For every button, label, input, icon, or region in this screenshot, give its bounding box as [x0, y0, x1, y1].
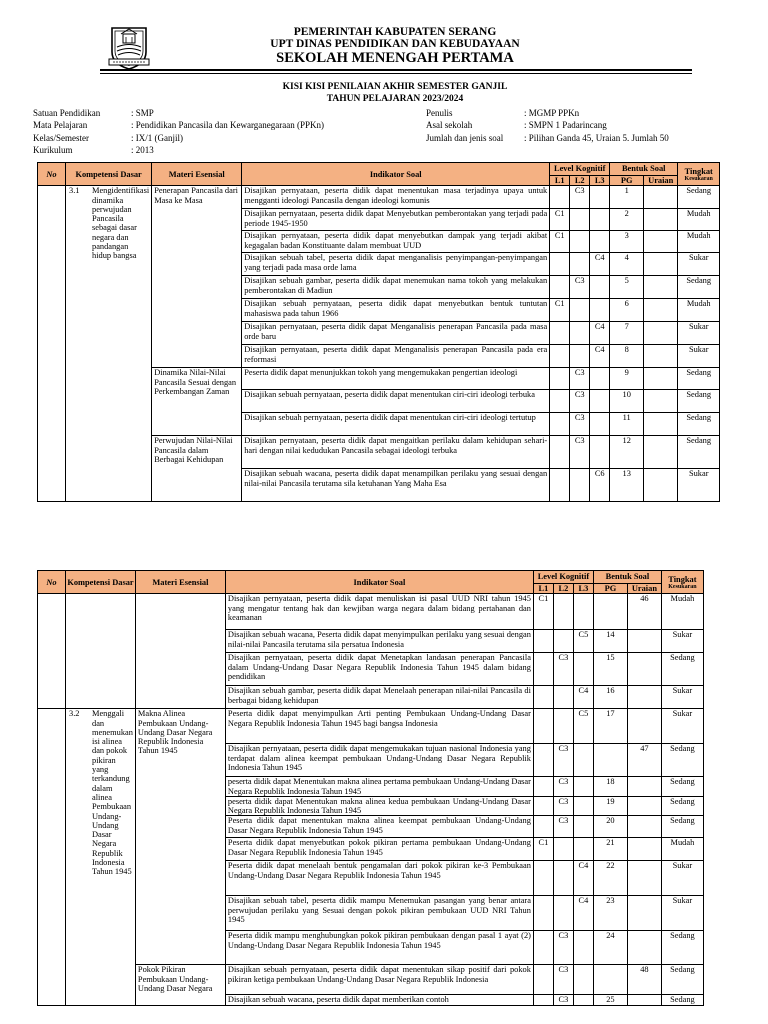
- tingkat-cell: Sedang: [661, 816, 703, 838]
- col-pg: PG: [593, 584, 627, 594]
- header-row: [38, 571, 704, 584]
- level-l3-cell: C4: [590, 322, 610, 345]
- level-l3-cell: C5: [573, 709, 593, 744]
- level-l3-cell: [573, 653, 593, 686]
- level-l3-cell: [573, 965, 593, 995]
- uraian-number-cell: [627, 896, 661, 931]
- meta-value: : Pilihan Ganda 45, Uraian 5. Jumlah 50: [524, 133, 669, 143]
- level-l1-cell: C1: [550, 209, 570, 231]
- level-l2-cell: C3: [570, 368, 590, 390]
- materi-cell: [135, 594, 225, 709]
- level-l1-cell: [533, 931, 553, 965]
- level-l1-cell: [550, 322, 570, 345]
- col-tingkat: [661, 571, 703, 594]
- table-row: [38, 965, 704, 995]
- level-l1-cell: [550, 413, 570, 436]
- col-l3: L3: [573, 584, 593, 594]
- level-l2-cell: C3: [570, 390, 590, 413]
- level-l1-cell: C1: [533, 594, 553, 630]
- uraian-number-cell: [644, 186, 678, 209]
- level-l1-cell: C1: [533, 838, 553, 861]
- level-l3-cell: [573, 816, 593, 838]
- level-l2-cell: [570, 209, 590, 231]
- indikator-cell: Peserta didik dapat menentukan makna alinea keempat pembukaan Undang-Undang Dasar Negara Republik Indonesia Tahun 1945: [225, 816, 533, 838]
- meta-left: [33, 108, 393, 160]
- indikator-cell: Disajikan sebuah wacana, Peserta didik dapat menyimpulkan perilaku yang sesuai dengan nilai-nilai Pancasila terutama sila persatua Indonesia: [225, 630, 533, 653]
- level-l2-cell: C3: [570, 413, 590, 436]
- level-l3-cell: C4: [573, 686, 593, 709]
- indikator-cell: peserta didik dapat Menentukan makna alinea kedua pembukaan Undang-Undang Dasar Negara Republik Indonesia Tahun 1945: [225, 796, 533, 816]
- kd-number: 3.1: [69, 186, 80, 196]
- tingkat-cell: Mudah: [678, 299, 720, 322]
- level-l3-cell: C4: [590, 345, 610, 368]
- meta-value: : Pendidikan Pancasila dan Kewarganegaraan (PPKn): [131, 120, 325, 130]
- pg-number-cell: 20: [593, 816, 627, 838]
- pg-number-cell: 24: [593, 931, 627, 965]
- pg-number-cell: [593, 744, 627, 777]
- tingkat-cell: Sedang: [661, 965, 703, 995]
- pg-number-cell: 8: [610, 345, 644, 368]
- pg-number-cell: 3: [610, 231, 644, 253]
- col-bentuk-soal: Bentuk Soal: [593, 571, 661, 584]
- col-tingkat-label: Tingkat: [668, 574, 697, 584]
- col-kd: Kompetensi Dasar: [66, 163, 152, 186]
- level-l2-cell: C3: [553, 965, 573, 995]
- col-tingkat: [678, 163, 720, 186]
- pg-number-cell: 4: [610, 253, 644, 276]
- indikator-cell: Peserta didik mampu menghubungkan pokok pikiran pembukaan dengan pasal 1 ayat (2) Undang-Undang Dasar Negara Republik Indonesia Tahun 1945: [225, 931, 533, 965]
- level-l2-cell: [553, 709, 573, 744]
- pg-number-cell: 14: [593, 630, 627, 653]
- pg-number-cell: 19: [593, 796, 627, 816]
- table-row: [38, 594, 704, 630]
- indikator-cell: peserta didik dapat Menentukan makna alinea pertama pembukaan Undang-Undang Dasar Negara Republik Indonesia Tahun 1945: [225, 777, 533, 797]
- tingkat-cell: Sedang: [661, 995, 703, 1005]
- level-l1-cell: [533, 965, 553, 995]
- indikator-cell: Disajikan sebuah pernyataan, peserta didik dapat menentukan sikap positif dari pokok pikiran ketiga pembukaan Undang-Undang Dasar Negara Republik Indonesia: [225, 965, 533, 995]
- level-l3-cell: [590, 231, 610, 253]
- pg-number-cell: 9: [610, 368, 644, 390]
- level-l2-cell: C3: [553, 816, 573, 838]
- tingkat-cell: Sedang: [661, 777, 703, 797]
- level-l3-cell: [573, 931, 593, 965]
- meta-label: Penulis: [426, 108, 453, 118]
- meta-label: Satuan Pendidikan: [33, 108, 101, 118]
- indikator-cell: Disajikan sebuah pernyataan, peserta didik dapat menyebutkan bentuk tuntutan mahasiswa pada tahun 1966: [242, 299, 550, 322]
- indikator-cell: Peserta didik dapat menyebutkan pokok pikiran pertama pembukaan Undang-Undang Dasar Negara Republik Indonesia Tahun 1945: [225, 838, 533, 861]
- level-l1-cell: [550, 276, 570, 299]
- level-l3-cell: [573, 594, 593, 630]
- pg-number-cell: 15: [593, 653, 627, 686]
- col-indikator: Indikator Soal: [242, 163, 550, 186]
- table-row: [38, 186, 720, 209]
- indikator-cell: Disajikan sebuah wacana, peserta didik dapat menampilkan perilaku yang sesuai dengan nilai-nilai Pancasila terutama sila ketuhanan Yang Maha Esa: [242, 469, 550, 502]
- materi-cell: Penerapan Pancasila dari Masa ke Masa: [152, 186, 242, 368]
- meta-label: Kurikulum: [33, 145, 73, 155]
- tingkat-cell: Sukar: [661, 896, 703, 931]
- indikator-cell: Peserta didik dapat menelaah bentuk pengamalan dari pokok pikiran ke-3 Pembukaan Undang-Undang Dasar Negara Republik Indonesia Tahun 1945: [225, 861, 533, 896]
- level-l1-cell: [533, 995, 553, 1005]
- pg-number-cell: 22: [593, 861, 627, 896]
- level-l3-cell: C4: [573, 896, 593, 931]
- pg-number-cell: [593, 594, 627, 630]
- level-l3-cell: C5: [573, 630, 593, 653]
- indikator-cell: Disajikan pernyataan, peserta didik dapat mengaitkan perilaku dalam kehidupan sehari-hari dengan nilai kedudukan Pancasila sebagai ideologi terbuka: [242, 436, 550, 469]
- tingkat-cell: Sedang: [661, 744, 703, 777]
- col-pg: PG: [610, 176, 644, 186]
- kisi-table-1: [37, 162, 720, 502]
- header-rule-thin: [100, 73, 692, 74]
- level-l3-cell: [573, 995, 593, 1005]
- level-l2-cell: C3: [553, 931, 573, 965]
- uraian-number-cell: [644, 299, 678, 322]
- level-l2-cell: [570, 253, 590, 276]
- uraian-number-cell: 46: [627, 594, 661, 630]
- level-l2-cell: [553, 686, 573, 709]
- col-kesukaran-label: Kesukaran: [668, 583, 697, 590]
- col-materi: Materi Esensial: [135, 571, 225, 594]
- col-tingkat-label: Tingkat: [684, 166, 713, 176]
- tingkat-cell: Sedang: [678, 186, 720, 209]
- uraian-number-cell: [644, 469, 678, 502]
- indikator-cell: Disajikan sebuah pernyataan, peserta didik dapat menentukan ciri-ciri ideologi terbuka: [242, 390, 550, 413]
- uraian-number-cell: [644, 390, 678, 413]
- level-l2-cell: C3: [553, 796, 573, 816]
- uraian-number-cell: [627, 816, 661, 838]
- pg-number-cell: 1: [610, 186, 644, 209]
- indikator-cell: Disajikan sebuah tabel, peserta didik dapat menganalisis penyimpangan-penyimpangan yang terjadi pada masa orde lama: [242, 253, 550, 276]
- tingkat-cell: Sedang: [678, 276, 720, 299]
- level-l1-cell: C1: [550, 231, 570, 253]
- tingkat-cell: Mudah: [678, 231, 720, 253]
- level-l1-cell: [550, 390, 570, 413]
- level-l1-cell: C1: [550, 299, 570, 322]
- level-l3-cell: C4: [573, 861, 593, 896]
- materi-cell: Makna Alinea Pembukaan Undang-Undang Dasar Negara Republik Indonesia Tahun 1945: [135, 709, 225, 965]
- level-l2-cell: [570, 345, 590, 368]
- agency-name: UPT DINAS PENDIDIKAN DAN KEBUDAYAAN: [270, 38, 520, 50]
- level-l1-cell: [533, 744, 553, 777]
- level-l3-cell: C6: [590, 469, 610, 502]
- level-l2-cell: C3: [553, 653, 573, 686]
- level-l2-cell: [570, 231, 590, 253]
- kd-number: 3.2: [69, 709, 80, 719]
- level-l2-cell: C3: [570, 186, 590, 209]
- col-bentuk-soal: Bentuk Soal: [610, 163, 678, 176]
- col-uraian: Uraian: [627, 584, 661, 594]
- indikator-cell: Disajikan sebuah tabel, peserta didik mampu Menemukan pasangan yang benar antara perwujudan perilaku yang Sesuai dengan pokok pikiran pembukaan UUD NRI Tahun 1945: [225, 896, 533, 931]
- col-level-kognitif: Level Kognitif: [550, 163, 610, 176]
- pg-number-cell: 23: [593, 896, 627, 931]
- level-l1-cell: [533, 861, 553, 896]
- level-l1-cell: [533, 796, 553, 816]
- materi-cell: Dinamika Nilai-Nilai Pancasila Sesuai dengan Perkembangan Zaman: [152, 368, 242, 436]
- level-l2-cell: C3: [570, 436, 590, 469]
- col-kd: Kompetensi Dasar: [66, 571, 136, 594]
- tingkat-cell: Mudah: [661, 838, 703, 861]
- level-l2-cell: [553, 594, 573, 630]
- uraian-number-cell: [627, 861, 661, 896]
- meta-value: : SMPN 1 Padarincang: [524, 120, 607, 130]
- level-l2-cell: [570, 299, 590, 322]
- level-l2-cell: [570, 322, 590, 345]
- indikator-cell: Disajikan pernyataan, peserta didik dapat Menganalisis penerapan Pancasila pada masa orde baru: [242, 322, 550, 345]
- level-l3-cell: [590, 436, 610, 469]
- level-l1-cell: [533, 709, 553, 744]
- kisi-table-2: [37, 570, 704, 1006]
- tingkat-cell: Sedang: [661, 931, 703, 965]
- level-l2-cell: [553, 896, 573, 931]
- kompetensi-dasar-cell: [66, 594, 136, 709]
- tingkat-cell: Sedang: [678, 368, 720, 390]
- uraian-number-cell: [644, 413, 678, 436]
- uraian-number-cell: [644, 231, 678, 253]
- no-cell: [38, 186, 66, 502]
- document-title: KISI KISI PENILAIAN AKHIR SEMESTER GANJIL: [282, 82, 508, 92]
- level-l1-cell: [533, 816, 553, 838]
- col-uraian: Uraian: [644, 176, 678, 186]
- uraian-number-cell: [627, 630, 661, 653]
- tingkat-cell: Sedang: [661, 796, 703, 816]
- col-kesukaran-label: Kesukaran: [684, 175, 713, 182]
- pg-number-cell: 16: [593, 686, 627, 709]
- uraian-number-cell: [627, 796, 661, 816]
- level-l1-cell: [533, 896, 553, 931]
- uraian-number-cell: [644, 209, 678, 231]
- level-l3-cell: [573, 838, 593, 861]
- level-l3-cell: C4: [590, 253, 610, 276]
- indikator-cell: Disajikan sebuah gambar, peserta didik dapat Menelaah penerapan nilai-nilai Pancasila di berbagai bidang kehidupan: [225, 686, 533, 709]
- meta-value: : 2013: [131, 145, 154, 155]
- col-materi: Materi Esensial: [152, 163, 242, 186]
- col-indikator: Indikator Soal: [225, 571, 533, 594]
- meta-value: : SMP: [131, 108, 154, 118]
- meta-value: : IX/1 (Ganjil): [131, 133, 183, 143]
- col-l2: L2: [570, 176, 590, 186]
- col-level-kognitif: Level Kognitif: [533, 571, 593, 584]
- level-l1-cell: [550, 469, 570, 502]
- indikator-cell: Disajikan pernyataan, peserta didik dapat Menetapkan landasan penerapan Pancasila dalam Undang-Undang Dasar Negara Republik Indonesia Tahun 1945 dalam bidang pendidikan: [225, 653, 533, 686]
- level-l1-cell: [533, 777, 553, 797]
- indikator-cell: Disajikan sebuah wacana, peserta didik dapat memberikan contoh: [225, 995, 533, 1005]
- tingkat-cell: Mudah: [678, 209, 720, 231]
- uraian-number-cell: [644, 345, 678, 368]
- level-l3-cell: [573, 796, 593, 816]
- indikator-cell: Disajikan pernyataan, peserta didik dapat menentukan masa terjadinya upaya untuk mengganti ideologi Pancasila dengan ideologi komunis: [242, 186, 550, 209]
- level-l1-cell: [550, 253, 570, 276]
- uraian-number-cell: [644, 368, 678, 390]
- header-rule-thick: [100, 69, 692, 71]
- pg-number-cell: 13: [610, 469, 644, 502]
- col-l2: L2: [553, 584, 573, 594]
- indikator-cell: Disajikan sebuah pernyataan, peserta didik dapat menentukan ciri-ciri ideologi tertutup: [242, 413, 550, 436]
- document-header: [0, 0, 768, 80]
- indikator-cell: Peserta didik dapat menyimpulkan Arti penting Pembukaan Undang-Undang Dasar Negara Republik Indonesia Tahun 1945 bagi bangsa Indonesia: [225, 709, 533, 744]
- level-l2-cell: C3: [570, 276, 590, 299]
- materi-cell: Perwujudan Nilai-Nilai Pancasila dalam Berbagai Kehidupan: [152, 436, 242, 502]
- meta-label: Kelas/Semester: [33, 133, 89, 143]
- indikator-cell: Disajikan pernyataan, peserta didik dapat mengemukakan tujuan nasional Indonesia yang terdapat dalam alinea keempat pembukaan Undang-Undang Dasar Negara Republik Indonesia Tahun 1945: [225, 744, 533, 777]
- tingkat-cell: Mudah: [661, 594, 703, 630]
- col-l1: L1: [533, 584, 553, 594]
- tingkat-cell: Sedang: [678, 436, 720, 469]
- pg-number-cell: 21: [593, 838, 627, 861]
- table-row: [38, 709, 704, 744]
- pg-number-cell: 6: [610, 299, 644, 322]
- indikator-cell: Disajikan pernyataan, peserta didik dapat menyebutkan dampak yang terjadi akibat kegagalan badan Konstituante dalam membuat UUD: [242, 231, 550, 253]
- col-no: No: [38, 163, 66, 186]
- meta-label: Mata Pelajaran: [33, 120, 88, 130]
- pg-number-cell: [593, 965, 627, 995]
- pg-number-cell: 12: [610, 436, 644, 469]
- level-l1-cell: [550, 368, 570, 390]
- pg-number-cell: 7: [610, 322, 644, 345]
- col-l1: L1: [550, 176, 570, 186]
- level-l3-cell: [590, 368, 610, 390]
- meta-label: Asal sekolah: [426, 120, 473, 130]
- school-name: SEKOLAH MENENGAH PERTAMA: [276, 50, 514, 66]
- level-l1-cell: [550, 345, 570, 368]
- level-l2-cell: [553, 861, 573, 896]
- level-l2-cell: [553, 630, 573, 653]
- uraian-number-cell: 47: [627, 744, 661, 777]
- tingkat-cell: Sukar: [678, 253, 720, 276]
- no-cell: [38, 594, 66, 709]
- uraian-number-cell: [644, 253, 678, 276]
- government-name: PEMERINTAH KABUPATEN SERANG: [293, 26, 497, 38]
- level-l3-cell: [590, 186, 610, 209]
- pg-number-cell: 17: [593, 709, 627, 744]
- tingkat-cell: Sukar: [661, 861, 703, 896]
- materi-cell: Pokok Pikiran Pembukaan Undang-Undang Dasar Negara: [135, 965, 225, 1005]
- meta-label: Jumlah dan jenis soal: [426, 133, 504, 143]
- level-l2-cell: [553, 838, 573, 861]
- uraian-number-cell: [627, 653, 661, 686]
- indikator-cell: Peserta didik dapat menunjukkan tokoh yang mengemukakan pengertian ideologi: [242, 368, 550, 390]
- pg-number-cell: 11: [610, 413, 644, 436]
- level-l2-cell: C3: [553, 744, 573, 777]
- level-l2-cell: [570, 469, 590, 502]
- kd-text: Menggali dan menemukan isi alinea dan pokok pikiran yang terkandung dalam alinea Pembukaan Undang-Undang Dasar Negara Republik Indonesia Tahun 1945: [92, 709, 133, 877]
- serang-regency-emblem-icon: [106, 24, 152, 70]
- tingkat-cell: Sukar: [661, 686, 703, 709]
- level-l1-cell: [533, 686, 553, 709]
- level-l3-cell: [590, 299, 610, 322]
- level-l3-cell: [590, 209, 610, 231]
- level-l3-cell: [590, 276, 610, 299]
- no-cell: [38, 709, 66, 1005]
- uraian-number-cell: 48: [627, 965, 661, 995]
- level-l1-cell: [533, 653, 553, 686]
- col-no: No: [38, 571, 66, 594]
- indikator-cell: Disajikan pernyataan, peserta didik dapat menuliskan isi pasal UUD NRI tahun 1945 yang mengatur tentang hak dan kewjiban warga negara dalam bidang pertahanan dan keamanan: [225, 594, 533, 630]
- tingkat-cell: Sedang: [678, 390, 720, 413]
- uraian-number-cell: [627, 709, 661, 744]
- uraian-number-cell: [627, 995, 661, 1005]
- pg-number-cell: 18: [593, 777, 627, 797]
- tingkat-cell: Sukar: [678, 469, 720, 502]
- pg-number-cell: 2: [610, 209, 644, 231]
- level-l3-cell: [590, 390, 610, 413]
- header-row: [38, 163, 720, 176]
- tingkat-cell: Sukar: [678, 322, 720, 345]
- pg-number-cell: 5: [610, 276, 644, 299]
- level-l1-cell: [550, 436, 570, 469]
- level-l3-cell: [573, 744, 593, 777]
- kompetensi-dasar-cell: [66, 186, 152, 502]
- level-l1-cell: [533, 630, 553, 653]
- indikator-cell: Disajikan sebuah gambar, peserta didik dapat menemukan nama tokoh yang melakukan pemberontakan di Madiun: [242, 276, 550, 299]
- uraian-number-cell: [644, 322, 678, 345]
- uraian-number-cell: [644, 276, 678, 299]
- indikator-cell: Disajikan pernyataan, peserta didik dapat Menganalisis penerapan Pancasila pada era reformasi: [242, 345, 550, 368]
- level-l2-cell: C3: [553, 995, 573, 1005]
- tingkat-cell: Sukar: [661, 709, 703, 744]
- col-l3: L3: [590, 176, 610, 186]
- meta-right: [426, 108, 726, 148]
- tingkat-cell: Sedang: [678, 413, 720, 436]
- uraian-number-cell: [627, 931, 661, 965]
- tingkat-cell: Sukar: [661, 630, 703, 653]
- uraian-number-cell: [627, 686, 661, 709]
- level-l3-cell: [573, 777, 593, 797]
- uraian-number-cell: [627, 838, 661, 861]
- kd-text: Mengidentifikasi dinamika perwujudan Pancasila sebagai dasar negara dan pandangan hidup bangsa: [92, 186, 150, 261]
- level-l2-cell: C3: [553, 777, 573, 797]
- uraian-number-cell: [644, 436, 678, 469]
- level-l3-cell: [590, 413, 610, 436]
- tingkat-cell: Sukar: [678, 345, 720, 368]
- uraian-number-cell: [627, 777, 661, 797]
- indikator-cell: Disajikan pernyataan, peserta didik dapat Menyebutkan pemberontakan yang terjadi pada periode 1945-1950: [242, 209, 550, 231]
- tingkat-cell: Sedang: [661, 653, 703, 686]
- document-year: TAHUN PELAJARAN 2023/2024: [326, 94, 464, 104]
- level-l1-cell: [550, 186, 570, 209]
- meta-value: : MGMP PPKn: [524, 108, 580, 118]
- pg-number-cell: 25: [593, 995, 627, 1005]
- pg-number-cell: 10: [610, 390, 644, 413]
- kompetensi-dasar-cell: [66, 709, 136, 1005]
